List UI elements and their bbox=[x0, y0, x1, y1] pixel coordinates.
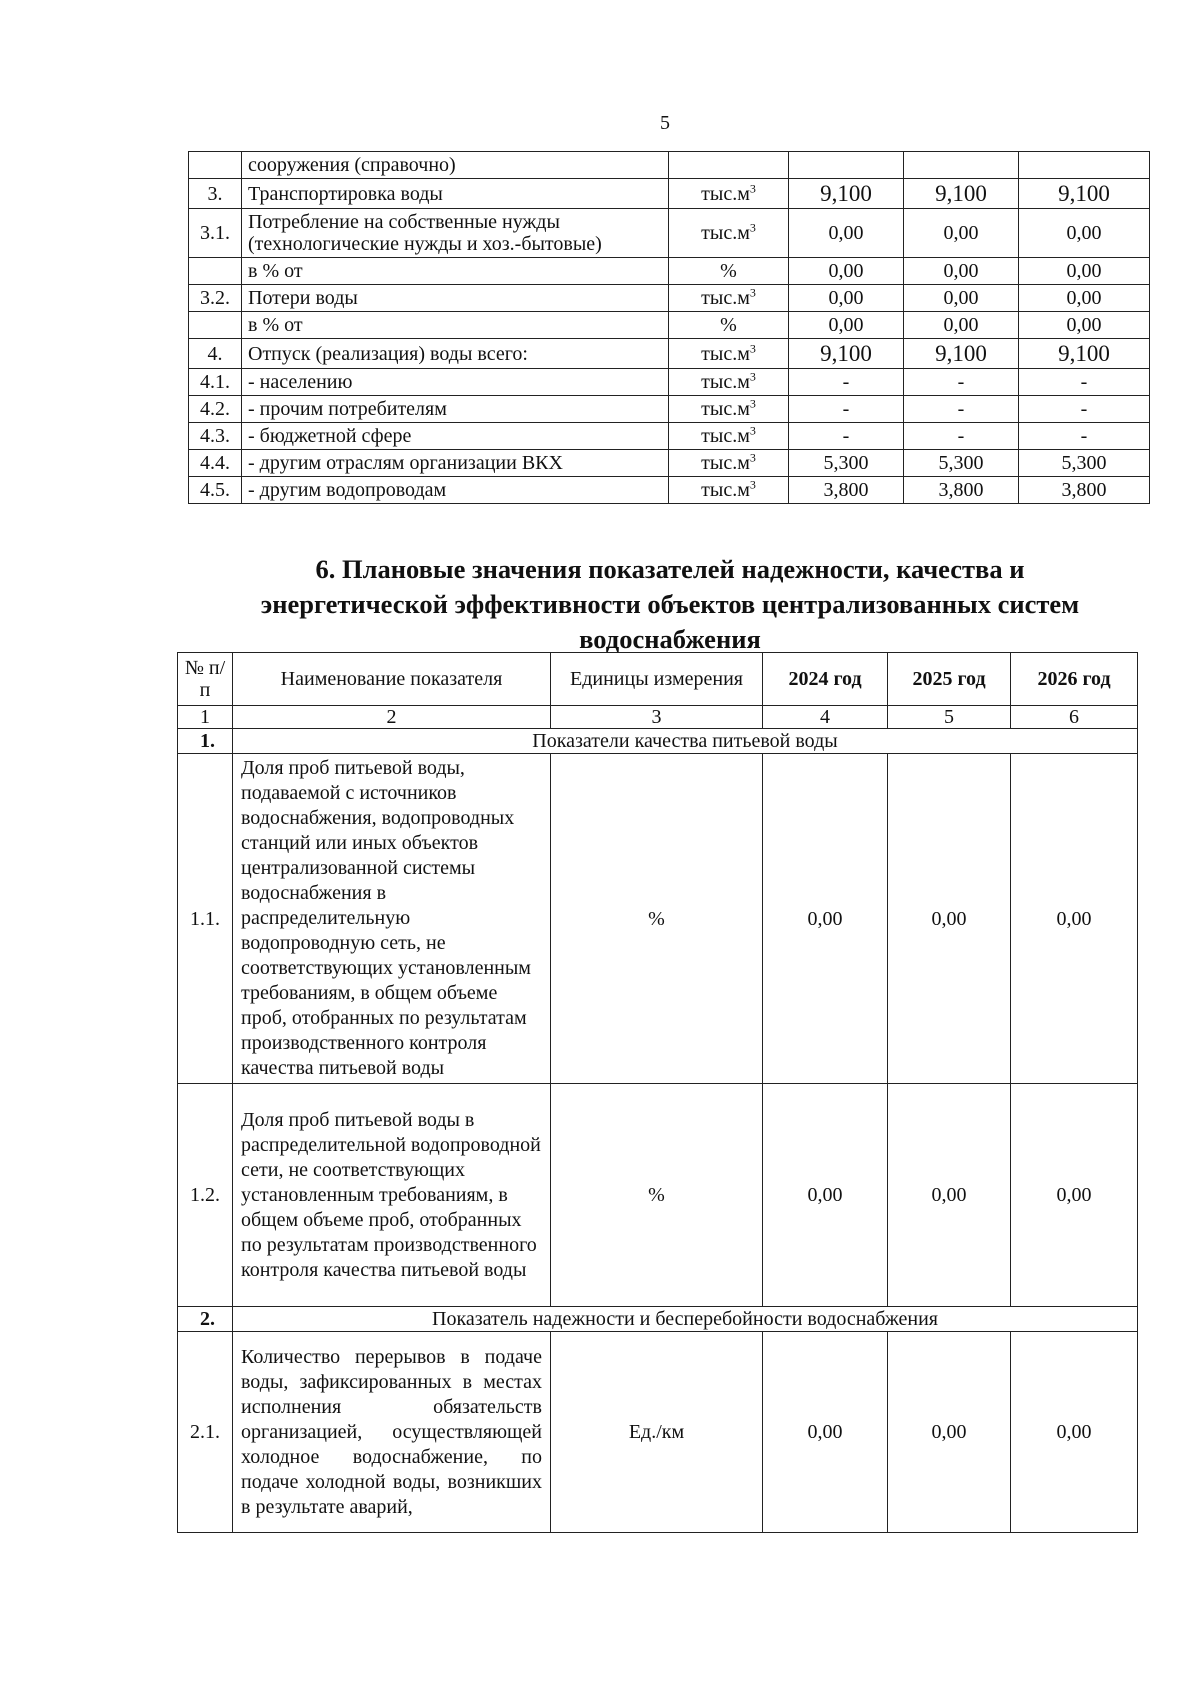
row-label bbox=[242, 179, 669, 209]
value-2026 bbox=[1019, 423, 1150, 450]
value-2026 bbox=[1019, 258, 1150, 285]
section-title: Показатели качества питьевой воды bbox=[233, 729, 1138, 754]
col-2026-header: 2026 год bbox=[1011, 653, 1138, 706]
value-2026: 0,00 bbox=[1011, 1332, 1138, 1533]
value-2026-text: 9,100 bbox=[1058, 180, 1110, 206]
unit-superscript: 3 bbox=[749, 369, 756, 384]
unit-cell-text: тыс.м bbox=[701, 371, 750, 393]
row-number bbox=[189, 369, 242, 396]
value-2024-text: 5,300 bbox=[823, 452, 869, 474]
water-balance-table bbox=[188, 151, 1150, 504]
table-row bbox=[189, 152, 1150, 179]
value-2024 bbox=[789, 450, 904, 477]
table-row bbox=[189, 339, 1150, 369]
row-number bbox=[189, 339, 242, 369]
row-label-text: в % от bbox=[248, 260, 303, 282]
value-2026 bbox=[1019, 179, 1150, 209]
index-cell: 4 bbox=[763, 706, 888, 729]
value-2025-text: - bbox=[957, 398, 965, 420]
row-label-text: - бюджетной сфере bbox=[248, 425, 412, 447]
row-number bbox=[189, 423, 242, 450]
value-2026 bbox=[1019, 209, 1150, 258]
unit-cell bbox=[669, 179, 789, 209]
column-index-row bbox=[178, 706, 1138, 729]
table-row bbox=[178, 754, 1138, 1084]
unit-cell bbox=[669, 285, 789, 312]
value-2024 bbox=[789, 258, 904, 285]
row-number bbox=[189, 258, 242, 285]
value-2025 bbox=[904, 423, 1019, 450]
value-2024 bbox=[789, 285, 904, 312]
row-label bbox=[242, 339, 669, 369]
value-2025: 0,00 bbox=[888, 1084, 1011, 1307]
col-2025-header: 2025 год bbox=[888, 653, 1011, 706]
value-2025-text: 0,00 bbox=[943, 222, 979, 244]
value-2026 bbox=[1019, 450, 1150, 477]
row-number bbox=[189, 312, 242, 339]
row-number bbox=[189, 477, 242, 504]
value-2025-text: 0,00 bbox=[943, 260, 979, 282]
section-heading: 6. Плановые значения показателей надежности, качества и энергетической эффективности объектов централизованных систем водоснабжения bbox=[260, 554, 1080, 654]
value-2026 bbox=[1019, 152, 1150, 179]
unit-cell bbox=[669, 396, 789, 423]
value-2024 bbox=[789, 209, 904, 258]
value-2024 bbox=[789, 152, 904, 179]
unit-cell bbox=[669, 312, 789, 339]
unit-cell-text: тыс.м bbox=[701, 182, 750, 205]
value-2026 bbox=[1019, 369, 1150, 396]
row-label bbox=[242, 477, 669, 504]
value-2024-text: 0,00 bbox=[828, 260, 864, 282]
table-row bbox=[178, 1332, 1138, 1533]
value-2026-text: 5,300 bbox=[1061, 452, 1107, 474]
value-2024-text: - bbox=[842, 425, 850, 447]
row-label bbox=[242, 396, 669, 423]
value-2026-text: - bbox=[1080, 425, 1088, 447]
unit-superscript: 3 bbox=[749, 220, 756, 235]
row-label bbox=[242, 312, 669, 339]
value-2024 bbox=[789, 423, 904, 450]
unit-cell bbox=[669, 339, 789, 369]
unit-cell-text: тыс.м bbox=[701, 398, 750, 420]
value-2024: 0,00 bbox=[763, 1332, 888, 1533]
value-2025 bbox=[904, 152, 1019, 179]
value-2024-text: - bbox=[842, 371, 850, 393]
value-2024-text: 0,00 bbox=[828, 314, 864, 336]
row-number bbox=[189, 152, 242, 179]
row-number-text: 4. bbox=[207, 342, 223, 365]
row-number bbox=[189, 209, 242, 258]
index-cell: 2 bbox=[233, 706, 551, 729]
row-label bbox=[242, 285, 669, 312]
unit-cell bbox=[669, 450, 789, 477]
index-cell: 3 bbox=[551, 706, 763, 729]
row-label bbox=[242, 369, 669, 396]
value-2026-text: 0,00 bbox=[1066, 287, 1102, 309]
value-2024-text: - bbox=[842, 398, 850, 420]
value-2026-text: 3,800 bbox=[1061, 479, 1107, 501]
row-label bbox=[242, 209, 669, 258]
row-number-text: 4.4. bbox=[200, 452, 230, 474]
unit-cell bbox=[669, 258, 789, 285]
unit-superscript: 3 bbox=[749, 340, 756, 355]
col-num-header: № п/п bbox=[178, 653, 233, 706]
row-number bbox=[189, 179, 242, 209]
row-label-text: Потребление на собственные нужды (технологические нужды и хоз.-бытовые) bbox=[248, 211, 602, 255]
value-2024 bbox=[789, 339, 904, 369]
col-unit-header: Единицы измерения bbox=[551, 653, 763, 706]
value-2026-text: - bbox=[1080, 398, 1088, 420]
unit-cell: Ед./км bbox=[551, 1332, 763, 1533]
unit-cell bbox=[669, 152, 789, 179]
unit-cell bbox=[669, 209, 789, 258]
value-2025-text: 9,100 bbox=[935, 340, 987, 366]
row-number bbox=[189, 396, 242, 423]
unit-cell bbox=[669, 423, 789, 450]
table-row bbox=[189, 396, 1150, 423]
unit-cell-text: тыс.м bbox=[701, 452, 750, 474]
value-2025-text: 0,00 bbox=[943, 287, 979, 309]
value-2025 bbox=[904, 369, 1019, 396]
section-row bbox=[178, 729, 1138, 754]
col-name-header: Наименование показателя bbox=[233, 653, 551, 706]
value-2026-text: 0,00 bbox=[1066, 260, 1102, 282]
row-number-text: 3.1. bbox=[200, 222, 230, 244]
indicator-name: Доля проб питьевой воды, подаваемой с источников водоснабжения, водопроводных станций или иных объектов централизованной системы водоснабжения в распределительную водопроводную сеть, не соответствующих установленным требованиям, в общем объеме проб, отобранных по результатам производственного контроля качества питьевой воды bbox=[233, 754, 551, 1084]
row-number-text: 3.2. bbox=[200, 287, 230, 309]
value-2025 bbox=[904, 258, 1019, 285]
index-cell: 5 bbox=[888, 706, 1011, 729]
row-label-text: Транспортировка воды bbox=[248, 182, 443, 205]
value-2024 bbox=[789, 369, 904, 396]
value-2025-text: - bbox=[957, 371, 965, 393]
section-number: 2. bbox=[178, 1307, 233, 1332]
value-2024-text: 3,800 bbox=[823, 479, 869, 501]
row-number: 1.1. bbox=[178, 754, 233, 1084]
row-label-text: - населению bbox=[248, 371, 353, 393]
row-label bbox=[242, 258, 669, 285]
value-2025-text: 3,800 bbox=[938, 479, 984, 501]
value-2024 bbox=[789, 179, 904, 209]
unit-superscript: 3 bbox=[749, 450, 756, 465]
unit-superscript: 3 bbox=[749, 285, 756, 300]
unit-cell-text: % bbox=[720, 260, 737, 282]
unit-cell bbox=[669, 477, 789, 504]
row-number: 2.1. bbox=[178, 1332, 233, 1533]
value-2024-text: 9,100 bbox=[820, 340, 872, 366]
value-2025-text: 0,00 bbox=[943, 314, 979, 336]
row-label bbox=[242, 450, 669, 477]
unit-superscript: 3 bbox=[749, 477, 756, 492]
indicators-table bbox=[177, 652, 1138, 1533]
section-title: Показатель надежности и бесперебойности водоснабжения bbox=[233, 1307, 1138, 1332]
row-number-text: 4.1. bbox=[200, 371, 230, 393]
header-row bbox=[178, 653, 1138, 706]
table-row bbox=[189, 285, 1150, 312]
value-2025 bbox=[904, 179, 1019, 209]
unit-cell-text: % bbox=[720, 314, 737, 336]
value-2026-text: 0,00 bbox=[1066, 314, 1102, 336]
table-row bbox=[189, 179, 1150, 209]
value-2025 bbox=[904, 450, 1019, 477]
indicator-name: Количество перерывов в подаче воды, зафиксированных в местах исполнения обязательств организацией, осуществляющей холодное водоснабжение, по подаче холодной воды, возникших в результате аварий, bbox=[233, 1332, 551, 1533]
row-label-text: - другим водопроводам bbox=[248, 479, 447, 501]
row-number: 1.2. bbox=[178, 1084, 233, 1307]
index-cell: 6 bbox=[1011, 706, 1138, 729]
unit-superscript: 3 bbox=[749, 423, 756, 438]
row-label-text: в % от bbox=[248, 314, 303, 336]
table-row bbox=[189, 450, 1150, 477]
value-2026-text: - bbox=[1080, 371, 1088, 393]
value-2025 bbox=[904, 312, 1019, 339]
value-2025 bbox=[904, 339, 1019, 369]
col-2024-header: 2024 год bbox=[763, 653, 888, 706]
table-row bbox=[178, 1084, 1138, 1307]
value-2025: 0,00 bbox=[888, 754, 1011, 1084]
unit-cell-text: тыс.м bbox=[701, 342, 750, 365]
value-2025: 0,00 bbox=[888, 1332, 1011, 1533]
table-row bbox=[189, 477, 1150, 504]
value-2024-text: 9,100 bbox=[820, 180, 872, 206]
table-row bbox=[189, 312, 1150, 339]
value-2026: 0,00 bbox=[1011, 754, 1138, 1084]
value-2025-text: 5,300 bbox=[938, 452, 984, 474]
table-row bbox=[189, 423, 1150, 450]
value-2024: 0,00 bbox=[763, 754, 888, 1084]
value-2024-text: 0,00 bbox=[828, 222, 864, 244]
value-2024 bbox=[789, 312, 904, 339]
row-label-text: - прочим потребителям bbox=[248, 398, 447, 420]
row-number-text: 3. bbox=[207, 182, 223, 205]
value-2026-text: 9,100 bbox=[1058, 340, 1110, 366]
row-label-text: Потери воды bbox=[248, 287, 358, 309]
unit-cell bbox=[669, 369, 789, 396]
value-2024 bbox=[789, 396, 904, 423]
index-cell: 1 bbox=[178, 706, 233, 729]
value-2025 bbox=[904, 209, 1019, 258]
section-row bbox=[178, 1307, 1138, 1332]
indicator-name: Доля проб питьевой воды в распределительной водопроводной сети, не соответствующих установленным требованиям, в общем объеме проб, отобранных по результатам производственного контроля качества питьевой воды bbox=[233, 1084, 551, 1307]
value-2025 bbox=[904, 285, 1019, 312]
value-2026 bbox=[1019, 285, 1150, 312]
value-2026 bbox=[1019, 396, 1150, 423]
row-label bbox=[242, 152, 669, 179]
value-2026-text: 0,00 bbox=[1066, 222, 1102, 244]
value-2026 bbox=[1019, 312, 1150, 339]
unit-cell-text: тыс.м bbox=[701, 287, 750, 309]
unit-superscript: 3 bbox=[749, 396, 756, 411]
section-number: 1. bbox=[178, 729, 233, 754]
table-row bbox=[189, 209, 1150, 258]
unit-cell-text: тыс.м bbox=[701, 425, 750, 447]
value-2026 bbox=[1019, 477, 1150, 504]
page-number: 5 bbox=[660, 112, 670, 134]
unit-cell-text: тыс.м bbox=[701, 479, 750, 501]
value-2026: 0,00 bbox=[1011, 1084, 1138, 1307]
value-2025 bbox=[904, 477, 1019, 504]
value-2025 bbox=[904, 396, 1019, 423]
row-label-text: - другим отраслям организации ВКХ bbox=[248, 452, 563, 474]
row-number-text: 4.5. bbox=[200, 479, 230, 501]
value-2024: 0,00 bbox=[763, 1084, 888, 1307]
row-number bbox=[189, 450, 242, 477]
value-2025-text: - bbox=[957, 425, 965, 447]
row-number-text: 4.3. bbox=[200, 425, 230, 447]
table-row bbox=[189, 369, 1150, 396]
unit-cell: % bbox=[551, 1084, 763, 1307]
row-label bbox=[242, 423, 669, 450]
row-label-text: Отпуск (реализация) воды всего: bbox=[248, 342, 528, 365]
value-2025-text: 9,100 bbox=[935, 180, 987, 206]
unit-cell-text: тыс.м bbox=[701, 222, 750, 244]
unit-superscript: 3 bbox=[749, 180, 756, 195]
row-label-text: сооружения (справочно) bbox=[248, 154, 456, 176]
value-2026 bbox=[1019, 339, 1150, 369]
row-number bbox=[189, 285, 242, 312]
value-2024 bbox=[789, 477, 904, 504]
value-2024-text: 0,00 bbox=[828, 287, 864, 309]
unit-cell: % bbox=[551, 754, 763, 1084]
row-number-text: 4.2. bbox=[200, 398, 230, 420]
table-row bbox=[189, 258, 1150, 285]
